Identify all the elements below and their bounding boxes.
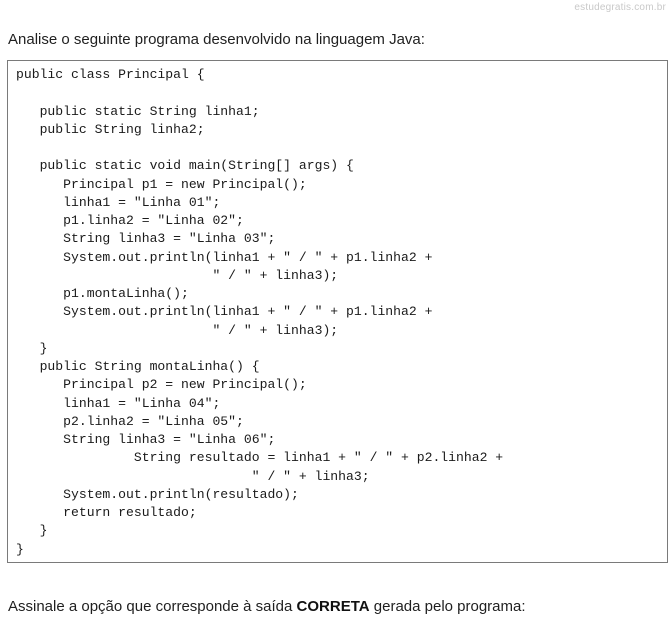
code-line: Principal p2 = new Principal();	[16, 377, 307, 393]
code-line: linha1 = "Linha 01";	[16, 194, 221, 210]
question-prompt-emphasis: CORRETA	[296, 598, 370, 615]
code-line: }	[16, 340, 48, 356]
code-line: String linha3 = "Linha 03";	[16, 231, 276, 247]
code-line: public String montaLinha() {	[16, 359, 260, 374]
code-line: System.out.println(linha1 + " / " + p1.linha2 +	[16, 304, 433, 320]
code-line: linha1 = "Linha 04";	[16, 395, 221, 411]
code-line: " / " + linha3;	[16, 468, 370, 484]
code-line: public String linha2;	[16, 121, 205, 137]
site-watermark: estudegratis.com.br	[574, 2, 666, 13]
code-line: public static String linha1;	[16, 103, 260, 119]
code-line: public class Principal {	[16, 67, 205, 82]
code-line: p1.linha2 = "Linha 02";	[16, 213, 244, 228]
code-line: System.out.println(linha1 + " / " + p1.linha2 +	[16, 249, 433, 265]
code-line: String resultado = linha1 + " / " + p2.linha2 +	[16, 450, 504, 466]
code-line: }	[16, 541, 24, 557]
question-prompt	[8, 598, 526, 616]
code-line	[16, 139, 667, 157]
code-line: System.out.println(resultado);	[16, 486, 299, 502]
code-line: " / " + linha3);	[16, 267, 339, 283]
code-line: p2.linha2 = "Linha 05";	[16, 413, 244, 429]
question-prompt-suffix: gerada pelo programa:	[369, 598, 526, 615]
code-line	[16, 84, 667, 102]
question-intro-text: Analise o seguinte programa desenvolvido na linguagem Java:	[8, 31, 425, 48]
java-source-code	[8, 61, 667, 559]
code-line: Principal p1 = new Principal();	[16, 176, 307, 192]
code-block	[7, 60, 668, 563]
code-line: " / " + linha3);	[16, 322, 339, 338]
code-line: return resultado;	[16, 505, 197, 520]
code-line: p1.montaLinha();	[16, 286, 189, 301]
question-prompt-prefix: Assinale a opção que corresponde à saída	[8, 598, 297, 615]
code-line: }	[16, 523, 48, 539]
code-line: String linha3 = "Linha 06";	[16, 432, 276, 447]
code-line: public static void main(String[] args) {	[16, 158, 354, 174]
